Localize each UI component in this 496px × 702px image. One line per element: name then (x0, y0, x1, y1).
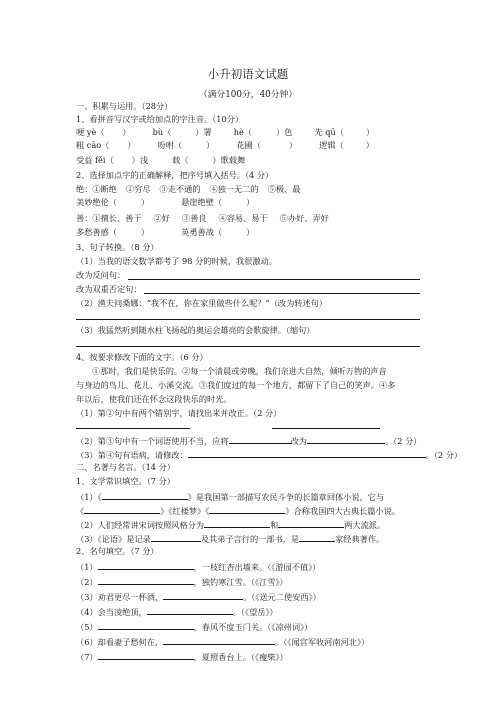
q2-shan-words: 多愁善感（ ） 英勇善战（ ） (76, 227, 255, 237)
q1-row-1: 哽 yè（ ） bù（ ）署 hè（ ）色 先 qū（ ） (76, 127, 375, 137)
section-2-heading: 二、名著与名言。（14 分） (76, 462, 175, 472)
q3-rhetorical-label: 改为反问句： (76, 270, 126, 280)
blank-line[interactable] (209, 504, 285, 514)
q6-line-5: （5） ，春风不度玉门关。（《凉州词》） (76, 622, 313, 632)
q5-heading: 1、文学常识填空。（7 分） (76, 476, 175, 486)
answer-line[interactable] (128, 279, 420, 280)
q5-item-1: （1）《 》是我国第一部描写农民斗争的长篇章回体小说，它与 (76, 492, 385, 502)
q6-line-6: （6）却看妻子愁何在， 。（《闻官军收河南河北》） (76, 637, 370, 647)
q5-item-2: （2）人们经常讲宋词按照风格分为 和 两大流派。 (76, 520, 386, 530)
q2-jue-options: 绝：①断绝 ②穷尽 ③走不通的 ④独一无二的 ⑤极、最 (76, 184, 301, 194)
blank-line[interactable] (98, 620, 194, 630)
q3-prompt-2: （2）渔夫问桑娜：“我不在，你在家里做些什么呢？”（改为转述句） (76, 298, 328, 308)
q4-heading: 4、按要求修改下面的文字。（6 分） (76, 352, 208, 362)
blank-line[interactable] (188, 448, 426, 458)
blank-line[interactable] (299, 532, 335, 542)
answer-line[interactable] (272, 428, 380, 429)
q5-item-3: （3）《论语》是记录 及其弟子言行的一部书，是 家经典著作。 (76, 534, 385, 544)
q3-prompt-1: （1）当我的语文数学都考了 98 分的时候，我很激动。 (76, 256, 277, 266)
blank-line[interactable] (147, 605, 233, 615)
q5-item-1-cont: 《 》《红楼梦》《 》合称我国四大古典长篇小说。 (76, 506, 400, 516)
blank-line[interactable] (98, 650, 194, 660)
blank-line[interactable] (204, 518, 270, 528)
q4-passage-line-2: 与身边的鸟儿、花儿、小溪交流。③我们度过的每一个地方，都留下了自己的笑声。④多 (76, 380, 396, 390)
q4-prompt-1: （1）第②句中有两个错别字，请找出来并改正。（2 分） (76, 408, 282, 418)
q6-line-3: （3）劝君更尽一杯酒， 。（《送元二使安西》） (76, 592, 321, 602)
blank-line[interactable] (307, 434, 385, 444)
blank-line[interactable] (102, 490, 188, 500)
q2-heading: 2、选择加点字的正确解释，把序号填入括号。（4 分） (76, 170, 274, 180)
q1-heading: 1、看拼音写汉字或给加点的字注音。（10分） (76, 114, 244, 124)
q2-jue-words: 美妙绝伦（ ） 悬崖绝壁（ ） (76, 197, 255, 207)
q2-shan-options: 善：①擅长、善于 ②好 ③善良 ④容易、易于 ⑤办好、弄好 (76, 213, 329, 223)
blank-line[interactable] (98, 575, 194, 585)
q6-heading: 2、名句填空。（7 分） (76, 546, 159, 556)
q6-line-4: （4）会当凌绝顶， 。（《望岳》） (76, 607, 278, 617)
blank-line[interactable] (278, 518, 344, 528)
blank-line[interactable] (163, 635, 275, 645)
answer-line[interactable] (76, 428, 190, 429)
exam-subtitle: （满分100分，40分钟） (198, 90, 298, 100)
q6-line-7: （7） ，夏照香台上。（《瘦柴》） (76, 652, 288, 662)
q3-double-negative-label: 改为双重否定句： (76, 284, 142, 294)
q4-prompt-3: （3）第④句有语病，请修改： 。（2 分） (76, 450, 463, 460)
q3-prompt-3: （3）我猛然听到随水柱飞扬起的奥运会雄亮的会歌旋律。（缩句） (76, 325, 315, 335)
q4-passage-line-3: 年以后，使我们还在怀念这段快乐的时光。 (76, 394, 232, 404)
blank-line[interactable] (98, 560, 194, 570)
q1-row-2: 粗 cāo（ ） 吩咐（ ） 花圃（ ） 逻辑（ ） (76, 140, 374, 150)
section-1-heading: 一、积累与运用。（28分） (76, 101, 173, 111)
blank-line[interactable] (84, 504, 160, 514)
q3-heading: 3、句子转换。（8 分） (76, 242, 159, 252)
q4-passage-line-1: ①那时，我们是快乐的。②每一个清晨或旁晚，我们亲进大自然，倾听万物的声音 (92, 366, 387, 376)
q1-row-3: 受益 fěi（ ）浅 载（ ）歌载舞 (76, 155, 246, 165)
blank-line[interactable] (163, 590, 243, 600)
q6-line-2: （2） ，独钓寒江雪。（《江雪》） (76, 577, 288, 587)
exam-title: 小升初语文试题 (207, 67, 289, 81)
q6-line-1: （1） ，一枝红杏出墙来。（《游园不值》） (76, 562, 321, 572)
blank-line[interactable] (151, 532, 201, 542)
q4-prompt-2: （2）第③句中有一个词语使用不当，应将 改为 。（2 分） (76, 436, 422, 446)
answer-line[interactable] (76, 319, 420, 320)
blank-line[interactable] (229, 434, 291, 444)
answer-line[interactable] (76, 346, 420, 347)
answer-line[interactable] (144, 293, 420, 294)
